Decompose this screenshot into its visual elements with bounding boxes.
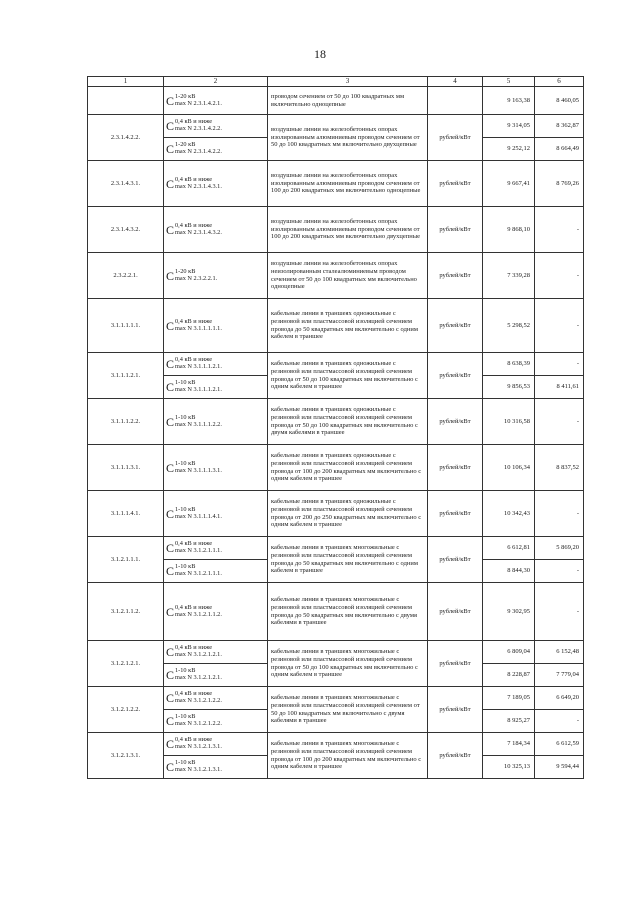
row-number: 3.1.1.1.3.1. [88, 445, 164, 491]
rate-value-col6: 5 869,20 [535, 537, 584, 560]
tariff-letter: C [166, 318, 175, 333]
voltage-label: 0,4 кВ и ниже [175, 736, 213, 744]
rate-value-col5: 9 856,53 [483, 376, 535, 399]
unit-cell: рублей/кВт [428, 583, 483, 641]
rate-value-col6: - [535, 299, 584, 353]
tariff-letter: C [166, 460, 175, 475]
description-cell: кабельные линии в траншеях одножильные с резиновой или пластмассовой изоляцией сечением провода от 50 до 100 квадратных мм включительно с одним кабелем в траншее [268, 353, 428, 399]
rate-value-col5: 10 106,34 [483, 445, 535, 491]
table-row [88, 399, 584, 445]
voltage-label: 1-10 кВ [175, 379, 196, 387]
column-header: 4 [428, 77, 483, 87]
tariff-code-cell [164, 641, 268, 664]
description-cell: кабельные линии в траншеях многожильные с резиновой или пластмассовой изоляцией сечением провода от 100 до 200 квадратных мм включительно с одним кабелем в траншее [268, 733, 428, 779]
description-cell: кабельные линии в траншеях одножильные с резиновой или пластмассовой изоляцией сечением провода от 200 до 250 квадратных мм включительно с одним кабелем в траншее [268, 491, 428, 537]
tariff-code: max N 3.1.1.1.2.1. [175, 386, 222, 393]
unit-cell: рублей/кВт [428, 115, 483, 161]
tariff-code: max N 3.1.2.1.1.1. [175, 547, 222, 554]
tariff-letter: C [166, 414, 175, 429]
description-cell: воздушные линии на железобетонных опорах неизолированным сталеалюминиевым проводом сечением от 50 до 100 квадратных мм включительно одноцепные [268, 253, 428, 299]
rate-value-col5: 6 809,04 [483, 641, 535, 664]
rate-value-col6: 6 612,59 [535, 733, 584, 756]
description-cell: проводом сечением от 50 до 100 квадратных мм включительно одноцепные [268, 87, 428, 115]
tariff-letter: C [166, 268, 175, 283]
voltage-label: 1-10 кВ [175, 667, 196, 675]
rate-value-col5: 6 612,81 [483, 537, 535, 560]
row-number: 2.3.1.4.2.2. [88, 115, 164, 161]
voltage-label: 0,4 кВ и ниже [175, 175, 213, 183]
column-header: 2 [164, 77, 268, 87]
table-row [88, 445, 584, 491]
tariff-letter: C [166, 760, 175, 774]
tariff-code: max N 3.1.2.1.1.2. [175, 610, 222, 618]
table-row [88, 537, 584, 560]
tariff-code: max N 2.3.1.4.2.2. [175, 125, 222, 132]
description-cell: воздушные линии на железобетонных опорах изолированным алюминиевым проводом сечением от 100 до 200 квадратных мм включительно двухцепные [268, 207, 428, 253]
tariff-letter: C [166, 506, 175, 521]
rate-value-col5: 9 868,10 [483, 207, 535, 253]
tariff-code: max N 3.1.2.1.2.1. [175, 651, 222, 658]
description-cell: кабельные линии в траншеях одножильные с резиновой или пластмассовой изоляцией сечением провода до 50 квадратных мм включительно с одним кабелем в траншее [268, 299, 428, 353]
tariff-code-cell [164, 583, 268, 641]
rate-value-col5: 9 302,95 [483, 583, 535, 641]
voltage-label: 0,4 кВ и ниже [175, 690, 213, 698]
table-row [88, 161, 584, 207]
table-row [88, 583, 584, 641]
rate-value-col6: - [535, 253, 584, 299]
unit-cell: рублей/кВт [428, 445, 483, 491]
rate-value-col5: 7 339,28 [483, 253, 535, 299]
tariff-code-cell [164, 207, 268, 253]
rate-value-col6: 8 362,87 [535, 115, 584, 138]
table-row [88, 87, 584, 115]
rate-value-col6: - [535, 583, 584, 641]
tariff-code: max N 3.1.2.1.2.2. [175, 697, 222, 704]
table-header-row [88, 77, 584, 87]
tariff-code-cell [164, 710, 268, 733]
column-header: 5 [483, 77, 535, 87]
description-cell: кабельные линии в траншеях многожильные с резиновой или пластмассовой изоляцией сечением провода до 50 квадратных мм включительно с двумя кабелями в траншее [268, 583, 428, 641]
table-row [88, 733, 584, 756]
rate-value-col5: 8 228,87 [483, 664, 535, 687]
row-number: 3.1.2.1.1.2. [88, 583, 164, 641]
description-cell: кабельные линии в траншеях одножильные с резиновой или пластмассовой изоляцией сечением провода от 50 до 100 квадратных мм включительно с двумя кабелями в траншее [268, 399, 428, 445]
tariff-letter: C [166, 714, 175, 728]
tariff-code-cell [164, 560, 268, 583]
row-number: 2.3.2.2.1. [88, 253, 164, 299]
rate-value-col6: - [535, 399, 584, 445]
unit-cell: рублей/кВт [428, 537, 483, 583]
tariff-code-cell [164, 664, 268, 687]
tariff-letter: C [166, 691, 175, 705]
tariff-letter: C [166, 645, 175, 659]
rate-value-col5: 8 925,27 [483, 710, 535, 733]
tariff-code: max N 3.1.2.1.2.2. [175, 720, 222, 727]
voltage-label: 1-20 кВ [175, 267, 196, 275]
tariff-code: max N 3.1.2.1.3.1. [175, 743, 222, 750]
tariff-letter: C [166, 564, 175, 578]
tariff-letter: C [166, 737, 175, 751]
tariff-letter: C [166, 176, 175, 191]
rate-value-col6: 8 664,49 [535, 138, 584, 161]
rate-value-col6: 8 411,61 [535, 376, 584, 399]
voltage-label: 1-10 кВ [175, 413, 196, 421]
row-number [88, 87, 164, 115]
row-number: 3.1.1.1.4.1. [88, 491, 164, 537]
description-cell: кабельные линии в траншеях многожильные с резиновой или пластмассовой изоляцией сечением провода до 50 квадратных мм включительно с одним кабелем в траншее [268, 537, 428, 583]
unit-cell [428, 87, 483, 115]
rate-value-col6: - [535, 710, 584, 733]
rate-value-col6: - [535, 491, 584, 537]
rate-value-col6: - [535, 207, 584, 253]
tariff-code: max N 3.1.1.1.1.1. [175, 324, 222, 332]
tariff-letter: C [166, 668, 175, 682]
voltage-label: 1-10 кВ [175, 563, 196, 571]
tariff-letter: C [166, 222, 175, 237]
tariff-letter: C [166, 604, 175, 619]
unit-cell: рублей/кВт [428, 687, 483, 733]
table-row [88, 687, 584, 710]
tariff-table [87, 76, 584, 779]
voltage-label: 1-20 кВ [175, 92, 196, 100]
tariff-letter: C [166, 380, 175, 394]
rate-value-col5: 5 298,52 [483, 299, 535, 353]
tariff-code: max N 2.3.1.4.3.2. [175, 228, 222, 236]
description-cell: кабельные линии в траншеях одножильные с резиновой или пластмассовой изоляцией сечением провода от 100 до 200 квадратных мм включительно с одним кабелем в траншее [268, 445, 428, 491]
voltage-label: 1-10 кВ [175, 759, 196, 767]
voltage-label: 0,4 кВ и ниже [175, 221, 213, 229]
tariff-letter: C [166, 142, 175, 156]
rate-value-col5: 9 252,12 [483, 138, 535, 161]
rate-value-col5: 10 316,58 [483, 399, 535, 445]
unit-cell: рублей/кВт [428, 299, 483, 353]
rate-value-col6: 6 152,48 [535, 641, 584, 664]
voltage-label: 0,4 кВ и ниже [175, 118, 213, 126]
tariff-code-cell [164, 445, 268, 491]
rate-value-col6: 8 460,05 [535, 87, 584, 115]
row-number: 3.1.1.1.1.1. [88, 299, 164, 353]
row-number: 3.1.2.1.1.1. [88, 537, 164, 583]
table-row [88, 115, 584, 138]
voltage-label: 1-10 кВ [175, 713, 196, 721]
tariff-code: max N 3.1.1.1.4.1. [175, 512, 222, 520]
tariff-letter: C [166, 357, 175, 371]
table-row [88, 353, 584, 376]
tariff-code-cell [164, 756, 268, 779]
table-row [88, 253, 584, 299]
tariff-code-cell [164, 253, 268, 299]
unit-cell: рублей/кВт [428, 207, 483, 253]
voltage-label: 1-10 кВ [175, 459, 196, 467]
rate-value-col5: 9 163,38 [483, 87, 535, 115]
page-number: 18 [314, 47, 326, 61]
tariff-code: max N 2.3.1.4.2.1. [175, 99, 222, 107]
description-cell: воздушные линии на железобетонных опорах изолированным алюминиевым проводом сечением от 100 до 200 квадратных мм включительно одноцепные [268, 161, 428, 207]
unit-cell: рублей/кВт [428, 399, 483, 445]
tariff-code: max N 3.1.2.1.1.1. [175, 570, 222, 577]
rate-value-col6: 7 779,04 [535, 664, 584, 687]
tariff-code-cell [164, 399, 268, 445]
rate-value-col6: 8 769,26 [535, 161, 584, 207]
rate-value-col6: - [535, 560, 584, 583]
row-number: 2.3.1.4.3.2. [88, 207, 164, 253]
tariff-code-cell [164, 299, 268, 353]
tariff-code-cell [164, 353, 268, 376]
tariff-code: max N 3.1.2.1.3.1. [175, 766, 222, 773]
tariff-code: max N 2.3.1.4.2.2. [175, 148, 222, 155]
tariff-code-cell [164, 161, 268, 207]
column-header: 1 [88, 77, 164, 87]
tariff-code: max N 3.1.1.1.2.2. [175, 420, 222, 428]
tariff-code-cell [164, 87, 268, 115]
tariff-code-cell [164, 138, 268, 161]
voltage-label: 1-10 кВ [175, 505, 196, 513]
tariff-code-cell [164, 687, 268, 710]
tariff-code: max N 3.1.2.1.2.1. [175, 674, 222, 681]
voltage-label: 0,4 кВ и ниже [175, 603, 213, 611]
column-header: 3 [268, 77, 428, 87]
table-row [88, 299, 584, 353]
tariff-code: max N 3.1.1.1.3.1. [175, 466, 222, 474]
tariff-letter: C [166, 541, 175, 555]
tariff-letter: C [166, 93, 175, 108]
voltage-label: 0,4 кВ и ниже [175, 356, 213, 364]
tariff-code: max N 2.3.2.2.1. [175, 274, 218, 282]
description-cell: кабельные линии в траншеях многожильные с резиновой или пластмассовой изоляцией сечением от 50 до 100 квадратных мм включительно с двумя кабелями в траншее [268, 687, 428, 733]
column-header: 6 [535, 77, 584, 87]
unit-cell: рублей/кВт [428, 641, 483, 687]
tariff-code: max N 2.3.1.4.3.1. [175, 182, 222, 190]
voltage-label: 0,4 кВ и ниже [175, 540, 213, 548]
row-number: 3.1.1.1.2.2. [88, 399, 164, 445]
table-row [88, 491, 584, 537]
unit-cell: рублей/кВт [428, 491, 483, 537]
rate-value-col5: 9 314,05 [483, 115, 535, 138]
tariff-code-cell [164, 733, 268, 756]
unit-cell: рублей/кВт [428, 353, 483, 399]
rate-value-col5: 8 844,30 [483, 560, 535, 583]
tariff-letter: C [166, 119, 175, 133]
table-row [88, 207, 584, 253]
rate-value-col6: - [535, 353, 584, 376]
row-number: 3.1.2.1.2.2. [88, 687, 164, 733]
rate-value-col6: 8 837,52 [535, 445, 584, 491]
row-number: 2.3.1.4.3.1. [88, 161, 164, 207]
rate-value-col6: 6 649,20 [535, 687, 584, 710]
tariff-code-cell [164, 491, 268, 537]
rate-value-col5: 7 184,34 [483, 733, 535, 756]
rate-value-col5: 10 342,43 [483, 491, 535, 537]
description-cell: кабельные линии в траншеях многожильные с резиновой или пластмассовой изоляцией сечением провода от 50 до 100 квадратных мм включительно с одним кабелем в траншее [268, 641, 428, 687]
tariff-code: max N 3.1.1.1.2.1. [175, 363, 222, 370]
voltage-label: 0,4 кВ и ниже [175, 644, 213, 652]
tariff-code-cell [164, 115, 268, 138]
tariff-code-cell [164, 537, 268, 560]
rate-value-col5: 10 325,13 [483, 756, 535, 779]
description-cell: воздушные линии на железобетонных опорах изолированным алюминиевым проводом сечением от 50 до 100 квадратных мм включительно двухцепные [268, 115, 428, 161]
unit-cell: рублей/кВт [428, 253, 483, 299]
voltage-label: 1-20 кВ [175, 141, 196, 149]
row-number: 3.1.1.1.2.1. [88, 353, 164, 399]
unit-cell: рублей/кВт [428, 161, 483, 207]
voltage-label: 0,4 кВ и ниже [175, 317, 213, 325]
rate-value-col5: 9 667,41 [483, 161, 535, 207]
rate-value-col6: 9 594,44 [535, 756, 584, 779]
rate-value-col5: 7 189,05 [483, 687, 535, 710]
tariff-code-cell [164, 376, 268, 399]
table-row [88, 641, 584, 664]
rate-value-col5: 8 638,39 [483, 353, 535, 376]
unit-cell: рублей/кВт [428, 733, 483, 779]
row-number: 3.1.2.1.3.1. [88, 733, 164, 779]
row-number: 3.1.2.1.2.1. [88, 641, 164, 687]
